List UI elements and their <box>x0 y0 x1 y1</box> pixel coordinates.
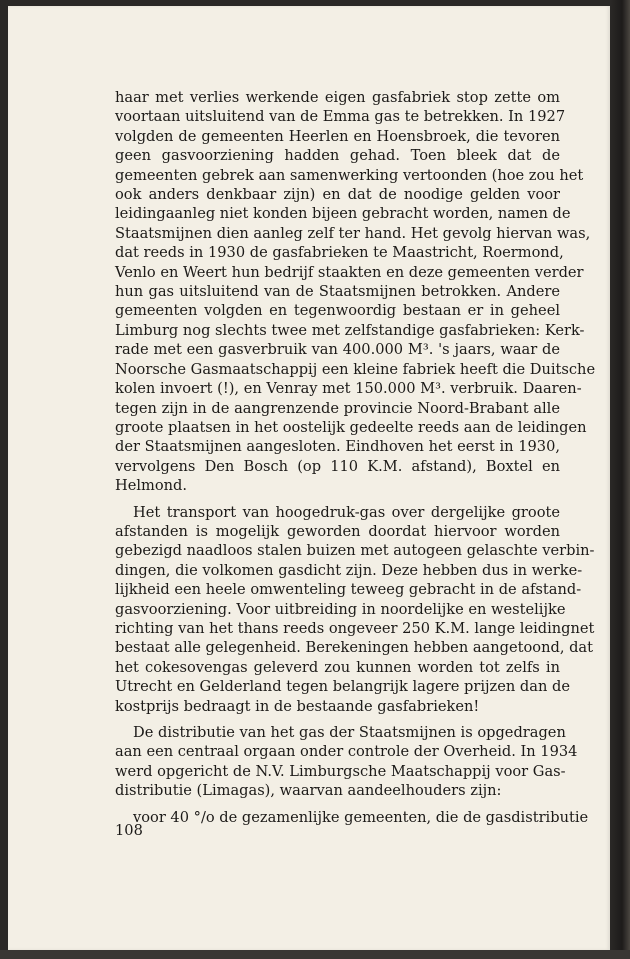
paragraph <box>115 503 595 716</box>
text-line: dingen, die volkomen gasdicht zijn. Deze hebben dus in werke- <box>115 561 583 579</box>
text-line: volgden de gemeenten Heerlen en Hoensbroek, die tevoren <box>115 127 560 145</box>
text-line: lijkheid een heele omwenteling teweeg gebracht in de afstand- <box>115 581 582 599</box>
text-line: gemeenten gebrek aan samenwerking vertoonden (hoe zou het <box>115 166 584 184</box>
text-line: Staatsmijnen dien aanleg zelf ter hand. Het gevolg hiervan was, <box>115 224 591 242</box>
text-line: ook anders denkbaar zijn) en dat de noodige gelden voor <box>115 186 560 204</box>
text-line: het cokesovengas geleverd zou kunnen worden tot zelfs in <box>115 658 560 676</box>
text-line: vervolgens Den Bosch (op 110 K.M. afstand), Boxtel en <box>115 457 560 475</box>
paragraph <box>115 723 578 801</box>
book-edge-right <box>610 0 630 959</box>
text-line: kolen invoert (!), en Venray met 150.000 M³. verbruik. Daaren- <box>115 380 582 398</box>
text-line: dat reeds in 1930 de gasfabrieken te Maastricht, Roermond, <box>115 244 564 262</box>
text-line: hun gas uitsluitend van de Staatsmijnen betrokken. Andere <box>115 283 560 301</box>
text-line: voor 40 °/o de gezamenlijke gemeenten, die de gasdistributie <box>133 808 589 826</box>
text-line: bestaat alle gelegenheid. Berekeningen hebben aangetoond, dat <box>115 639 594 657</box>
text-line: rade met een gasverbruik van 400.000 M³. 's jaars, waar de <box>115 341 560 359</box>
text-line: leidingaanleg niet konden bijeen gebracht worden, namen de <box>115 205 571 223</box>
text-line: Limburg nog slechts twee met zelfstandige gasfabrieken: Kerk- <box>115 321 585 339</box>
text-line: gemeenten volgden en tegenwoordig bestaan er in geheel <box>115 302 560 320</box>
body-text <box>115 88 596 827</box>
paragraph <box>115 808 589 827</box>
text-line: De distributie van het gas der Staatsmijnen is opgedragen <box>133 724 566 741</box>
text-line: haar met verlies werkende eigen gasfabriek stop zette om <box>115 89 560 106</box>
text-line: voortaan uitsluitend van de Emma gas te betrekken. In 1927 <box>115 108 566 126</box>
text-line: der Staatsmijnen aangesloten. Eindhoven het eerst in 1930, <box>115 438 560 456</box>
text-line: richting van het thans reeds ongeveer 250 K.M. lange leidingnet <box>115 619 595 637</box>
text-line: gasvoorziening. Voor uitbreiding in noordelijke en westelijke <box>115 600 566 618</box>
text-line: kostprijs bedraagt in de bestaande gasfabrieken! <box>115 697 480 715</box>
text-line: Venlo en Weert hun bedrijf staakten en deze gemeenten verder <box>115 263 584 281</box>
page-number: 108 <box>115 822 143 839</box>
text-line: gebezigd naadloos stalen buizen met autogeen gelaschte verbin- <box>115 542 595 560</box>
text-line: geen gasvoorziening hadden gehad. Toen bleek dat de <box>115 147 560 165</box>
paragraph <box>115 88 596 496</box>
text-line: tegen zijn in de aangrenzende provincie Noord-Brabant alle <box>115 399 560 417</box>
text-line: groote plaatsen in het oostelijk gedeelte reeds aan de leidingen <box>115 418 587 436</box>
text-line: Het transport van hoogedruk-gas over dergelijke groote <box>133 503 560 521</box>
text-line: werd opgericht de N.V. Limburgsche Maatschappij voor Gas- <box>115 762 566 780</box>
text-line: Helmond. <box>115 477 188 495</box>
book-edge-bottom <box>0 950 630 959</box>
text-line: distributie (Limagas), waarvan aandeelhouders zijn: <box>115 782 502 800</box>
text-line: afstanden is mogelijk geworden doordat hiervoor worden <box>115 522 560 540</box>
text-line: aan een centraal orgaan onder controle der Overheid. In 1934 <box>115 743 578 761</box>
text-line: Noorsche Gasmaatschappij een kleine fabriek heeft die Duitsche <box>115 360 596 378</box>
text-line: Utrecht en Gelderland tegen belangrijk lagere prijzen dan de <box>115 678 570 696</box>
